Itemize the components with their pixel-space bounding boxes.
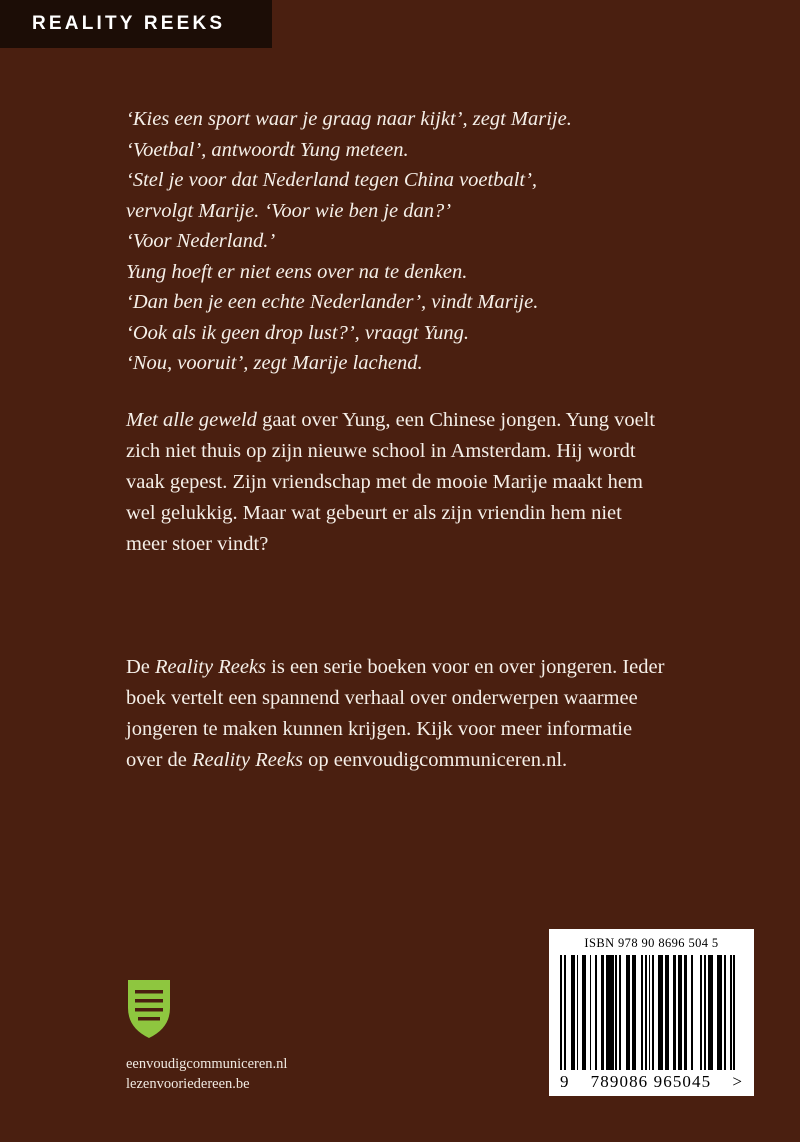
quote-line: ‘Voetbal’, antwoordt Yung meteen. bbox=[126, 138, 409, 161]
publisher-website-nl[interactable]: eenvoudigcommuniceren.nl bbox=[126, 1056, 288, 1072]
barcode bbox=[549, 929, 754, 1096]
barcode-digits bbox=[558, 1070, 745, 1092]
quote-line: vervolgt Marije. ‘Voor wie ben je dan?’ bbox=[126, 199, 452, 222]
series-name: Reality Reeks bbox=[192, 748, 304, 771]
quote-line: ‘Ook als ik geen drop lust?’, vraagt Yung. bbox=[126, 321, 469, 344]
quote-line: ‘Kies een sport waar je graag naar kijkt’, zegt Marije. bbox=[126, 108, 572, 130]
series-banner bbox=[0, 0, 272, 48]
barcode-digit-lead: 9 bbox=[560, 1072, 570, 1091]
barcode-bars bbox=[558, 955, 745, 1070]
series-banner-label: REALITY REEKS bbox=[32, 13, 226, 34]
series-info-part1: De bbox=[126, 655, 156, 678]
isbn-text: ISBN 978 90 8696 504 5 bbox=[584, 936, 719, 950]
publisher-logo-area bbox=[126, 978, 426, 1094]
quote-line: Yung hoeft er niet eens over na te denken. bbox=[126, 260, 468, 283]
barcode-digit-main: 789086 965045 bbox=[590, 1072, 712, 1091]
series-info-part2: is een serie boeken voor en over jongeren. Ieder boek vertelt een spannend verhaal over onderwerpen waarmee jongeren te maken kunnen krijgen. Kijk voor meer informatie over de bbox=[126, 655, 665, 771]
book-title: Met alle geweld bbox=[126, 408, 257, 431]
series-info-part3: op eenvoudigcommuniceren.nl. bbox=[303, 748, 568, 771]
quote-line: ‘Dan ben je een echte Nederlander’, vindt Marije. bbox=[126, 291, 539, 313]
blurb-paragraph bbox=[126, 405, 666, 560]
series-name: Reality Reeks bbox=[155, 655, 267, 678]
leaf-logo-icon bbox=[126, 978, 172, 1040]
publisher-website-be[interactable]: lezenvooriedereen.be bbox=[126, 1076, 250, 1092]
publisher-links bbox=[126, 1054, 426, 1094]
quote-block bbox=[126, 104, 666, 379]
quote-line: ‘Stel je voor dat Nederland tegen China voetbalt’, bbox=[126, 169, 538, 191]
quote-line: ‘Nou, vooruit’, zegt Marije lachend. bbox=[126, 352, 423, 374]
back-cover-content bbox=[126, 104, 666, 776]
barcode-digit-trail: > bbox=[732, 1072, 743, 1091]
blurb-text: gaat over Yung, een Chinese jongen. Yung voelt zich niet thuis op zijn nieuwe school in Amsterdam. Hij wordt vaak gepest. Zijn vriendschap met de mooie Marije maakt hem wel gelukkig. Maar wat gebeurt er als zijn vriendin hem niet meer stoer vindt? bbox=[126, 408, 656, 555]
series-info-paragraph bbox=[126, 652, 666, 776]
quote-line: ‘Voor Nederland.’ bbox=[126, 230, 276, 252]
